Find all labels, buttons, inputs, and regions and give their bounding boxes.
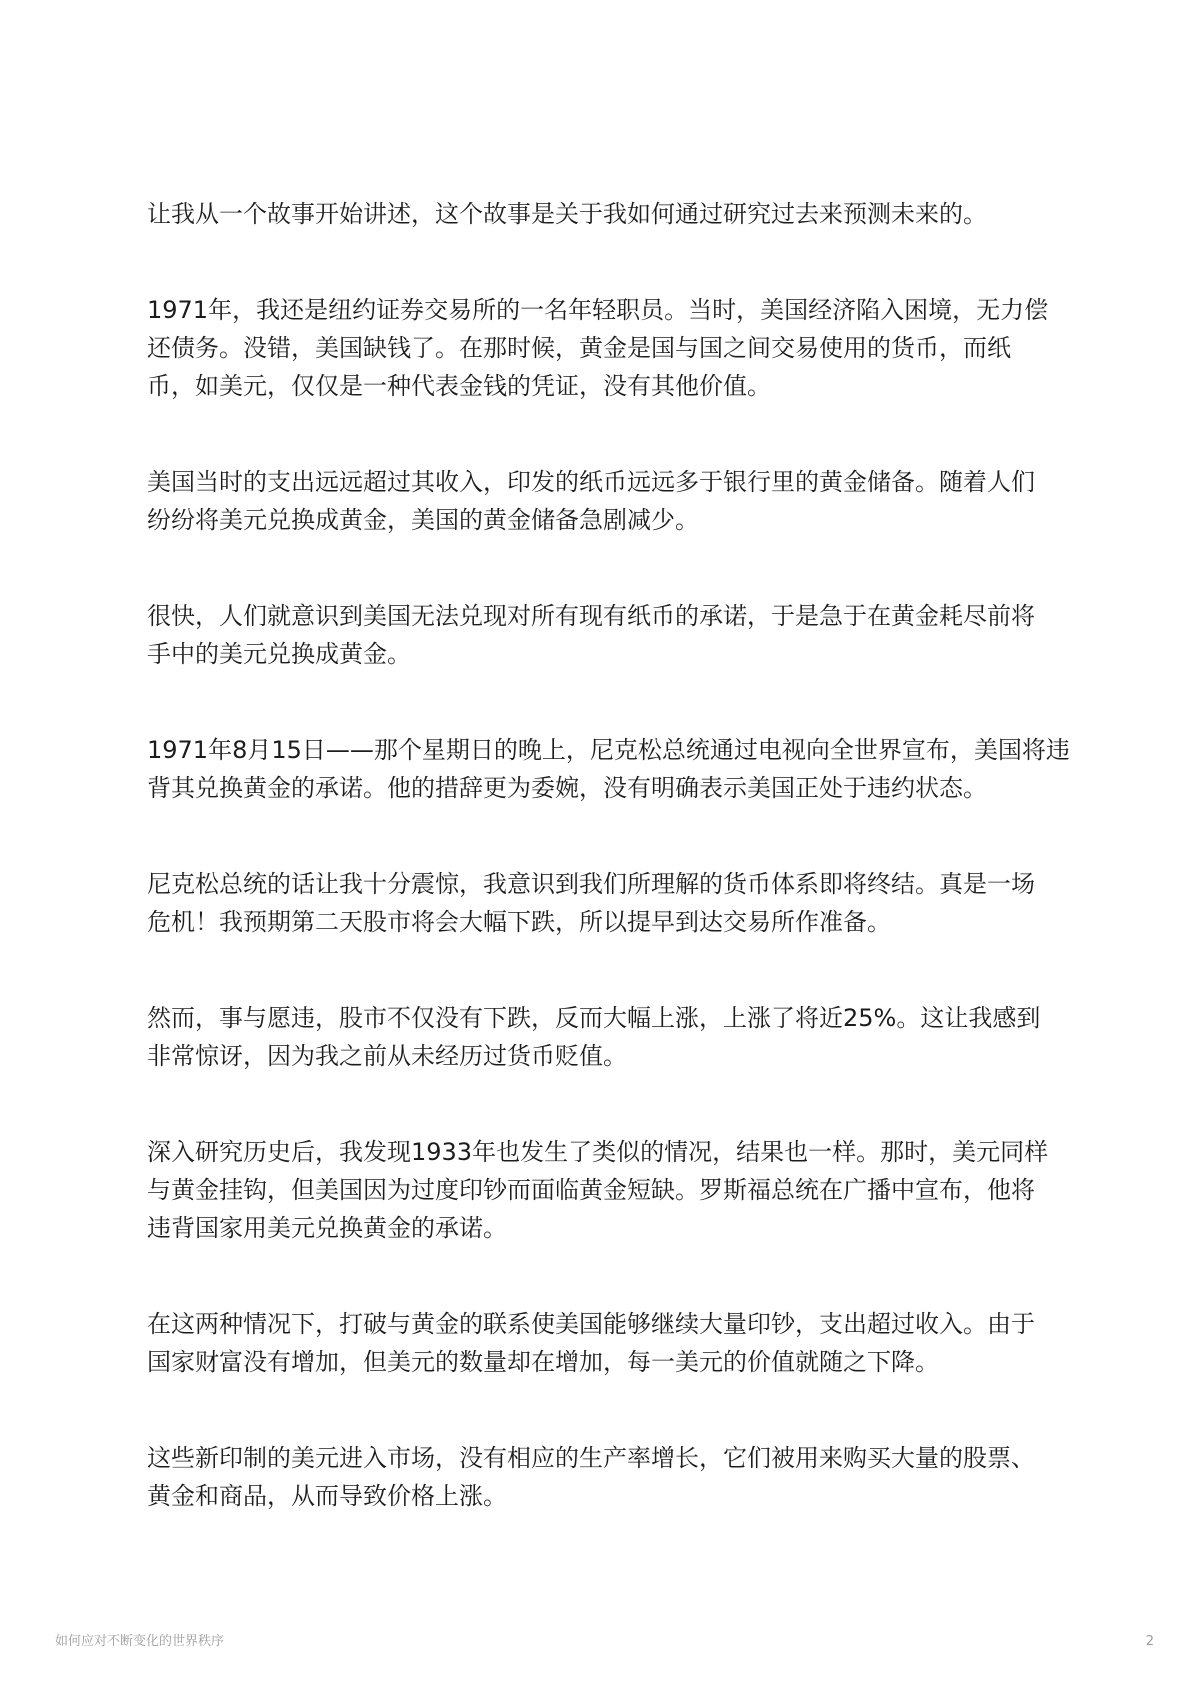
paragraph-line: 与黄金挂钩，但美国因为过度印钞而面临黄金短缺。罗斯福总统在广播中宣布，他将 [147, 1176, 1035, 1204]
body-text [147, 195, 1107, 1573]
paragraph-line: 手中的美元兑换成黄金。 [147, 640, 411, 668]
paragraph-1 [147, 195, 1107, 233]
paragraph-line: 尼克松总统的话让我十分震惊，我意识到我们所理解的货币体系即将终结。真是一场 [147, 870, 1035, 898]
paragraph-3 [147, 463, 1107, 539]
footer-page-number: 2 [1145, 1634, 1154, 1649]
paragraph-line: 危机！我预期第二天股市将会大幅下跌，所以提早到达交易所作准备。 [147, 908, 891, 936]
paragraph-9 [147, 1305, 1107, 1381]
footer-document-title: 如何应对不断变化的世界秩序 [55, 1634, 225, 1649]
paragraph-line: 1971年，我还是纽约证券交易所的一名年轻职员。当时，美国经济陷入困境，无力偿 [147, 296, 1049, 324]
paragraph-line: 这些新印制的美元进入市场，没有相应的生产率增长，它们被用来购买大量的股票、 [147, 1444, 1035, 1472]
paragraph-6 [147, 865, 1107, 941]
paragraph-line: 还债务。没错，美国缺钱了。在那时候，黄金是国与国之间交易使用的货币，而纸 [147, 334, 1011, 362]
paragraph-line: 然而，事与愿违，股市不仅没有下跌，反而大幅上涨，上涨了将近25%。这让我感到 [147, 1004, 1041, 1032]
paragraph-line: 深入研究历史后，我发现1933年也发生了类似的情况，结果也一样。那时，美元同样 [147, 1138, 1049, 1166]
paragraph-5 [147, 731, 1107, 807]
paragraph-line: 背其兑换黄金的承诺。他的措辞更为委婉，没有明确表示美国正处于违约状态。 [147, 774, 987, 802]
paragraph-line: 国家财富没有增加，但美元的数量却在增加，每一美元的价值就随之下降。 [147, 1348, 939, 1376]
paragraph-line: 很快，人们就意识到美国无法兑现对所有现有纸币的承诺，于是急于在黄金耗尽前将 [147, 602, 1035, 630]
paragraph-line: 非常惊讶，因为我之前从未经历过货币贬值。 [147, 1042, 627, 1070]
paragraph-line: 币，如美元，仅仅是一种代表金钱的凭证，没有其他价值。 [147, 372, 771, 400]
paragraph-line: 违背国家用美元兑换黄金的承诺。 [147, 1214, 507, 1242]
paragraph-line: 黄金和商品，从而导致价格上涨。 [147, 1482, 507, 1510]
paragraph-line: 1971年8月15日——那个星期日的晚上，尼克松总统通过电视向全世界宣布，美国将违 [147, 736, 1070, 764]
paragraph-4 [147, 597, 1107, 673]
paragraph-line: 在这两种情况下，打破与黄金的联系使美国能够继续大量印钞，支出超过收入。由于 [147, 1310, 1035, 1338]
paragraph-8 [147, 1133, 1107, 1247]
paragraph-line: 纷纷将美元兑换成黄金，美国的黄金储备急剧减少。 [147, 506, 699, 534]
paragraph-7 [147, 999, 1107, 1075]
paragraph-line: 美国当时的支出远远超过其收入，印发的纸币远远多于银行里的黄金储备。随着人们 [147, 468, 1035, 496]
paragraph-2 [147, 291, 1107, 405]
paragraph-10 [147, 1439, 1107, 1515]
paragraph-line: 让我从一个故事开始讲述，这个故事是关于我如何通过研究过去来预测未来的。 [147, 200, 987, 228]
